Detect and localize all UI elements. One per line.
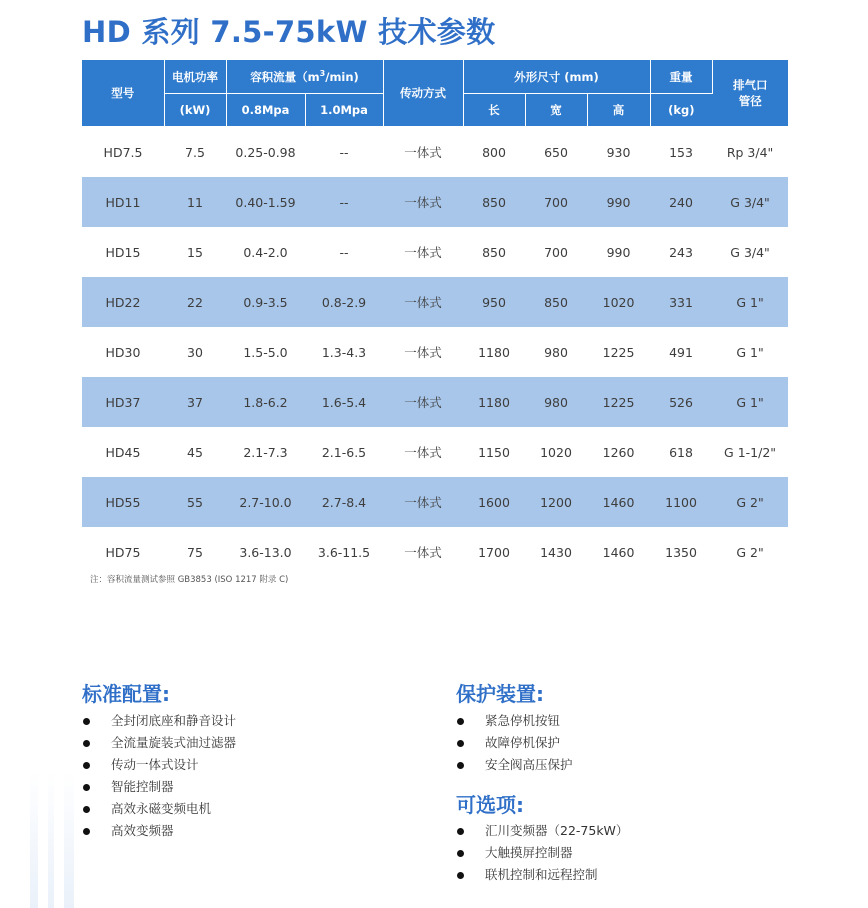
table-row bbox=[82, 527, 788, 577]
cell-flow-08: 0.25-0.98 bbox=[235, 144, 296, 160]
cell-width: 980 bbox=[525, 377, 587, 427]
table-row bbox=[82, 127, 788, 178]
table-row bbox=[82, 427, 788, 477]
cell-flow-08: 0.40-1.59 bbox=[226, 177, 305, 227]
optional-list bbox=[456, 820, 628, 886]
protection-title: 保护装置: bbox=[456, 682, 544, 706]
cell-width: 980 bbox=[544, 344, 568, 360]
list-item bbox=[456, 732, 573, 754]
cell-flow-10: 2.7-8.4 bbox=[305, 477, 383, 527]
cell-weight: 1100 bbox=[650, 477, 712, 527]
header-outlet-line2: 管径 bbox=[738, 94, 762, 108]
cell-model: HD37 bbox=[82, 377, 164, 427]
cell-length: 1700 bbox=[478, 544, 510, 560]
cell-outlet: G 2" bbox=[736, 544, 764, 560]
list-item-label: 高效变频器 bbox=[111, 823, 174, 838]
list-item-label: 大触摸屏控制器 bbox=[485, 845, 573, 860]
list-item-label: 紧急停机按钮 bbox=[485, 713, 561, 728]
list-item-label: 汇川变频器（22-75kW） bbox=[485, 823, 629, 838]
bullet-icon bbox=[83, 718, 90, 725]
header-model: 型号 bbox=[82, 60, 164, 127]
cell-model: HD75 bbox=[105, 544, 141, 560]
footnote: 注：容积流量测试参照 GB3853 (ISO 1217 附录 C) bbox=[90, 575, 289, 585]
cell-model: HD15 bbox=[105, 244, 141, 260]
cell-outlet: G 1-1/2" bbox=[724, 444, 777, 460]
header-weight-unit: (kg) bbox=[650, 94, 712, 127]
cell-flow-10: 0.8-2.9 bbox=[305, 277, 383, 327]
table-row bbox=[82, 177, 788, 227]
bullet-icon bbox=[457, 740, 464, 747]
cell-power: 75 bbox=[187, 544, 203, 560]
cell-model: HD22 bbox=[82, 277, 164, 327]
table-row bbox=[82, 277, 788, 327]
spec-table-body bbox=[82, 127, 788, 578]
list-item bbox=[82, 732, 236, 754]
cell-flow-08: 3.6-13.0 bbox=[239, 544, 292, 560]
cell-width: 1020 bbox=[540, 444, 572, 460]
header-height: 高 bbox=[587, 94, 650, 127]
cell-flow-10: 1.3-4.3 bbox=[321, 344, 367, 360]
cell-weight: 526 bbox=[650, 377, 712, 427]
list-item-label: 故障停机保护 bbox=[485, 735, 561, 750]
bullet-icon bbox=[83, 762, 90, 769]
standard-config-title: 标准配置: bbox=[82, 682, 170, 706]
bullet-icon bbox=[457, 850, 464, 857]
cell-outlet: G 2" bbox=[712, 477, 788, 527]
cell-height: 1225 bbox=[587, 377, 650, 427]
cell-length: 1150 bbox=[478, 444, 510, 460]
cell-outlet: G 3/4" bbox=[730, 244, 770, 260]
cell-model: HD45 bbox=[105, 444, 141, 460]
cell-drive: 一体式 bbox=[404, 145, 442, 160]
cell-power: 11 bbox=[164, 177, 226, 227]
cell-drive: 一体式 bbox=[404, 445, 442, 460]
cell-weight: 1350 bbox=[665, 544, 697, 560]
header-flow-tail: /min) bbox=[325, 69, 359, 84]
optional-title: 可选项: bbox=[456, 793, 524, 817]
bullet-icon bbox=[83, 784, 90, 791]
cell-flow-10: -- bbox=[339, 244, 349, 260]
list-item bbox=[82, 820, 236, 842]
cell-model: HD55 bbox=[82, 477, 164, 527]
list-item bbox=[456, 820, 628, 842]
list-item bbox=[456, 864, 628, 886]
spec-table bbox=[82, 60, 788, 577]
cell-width: 700 bbox=[525, 177, 587, 227]
cell-length: 950 bbox=[463, 277, 525, 327]
cell-weight: 618 bbox=[669, 444, 693, 460]
cell-length: 850 bbox=[482, 244, 506, 260]
bullet-icon bbox=[83, 828, 90, 835]
cell-length: 800 bbox=[482, 144, 506, 160]
cell-outlet: G 1" bbox=[736, 344, 764, 360]
cell-flow-08: 2.1-7.3 bbox=[243, 444, 288, 460]
cell-drive: 一体式 bbox=[383, 177, 463, 227]
bullet-icon bbox=[457, 762, 464, 769]
cell-length: 1180 bbox=[478, 344, 510, 360]
list-item-label: 安全阀高压保护 bbox=[485, 757, 573, 772]
cell-outlet: G 1" bbox=[712, 277, 788, 327]
bullet-icon bbox=[457, 872, 464, 879]
cell-height: 1225 bbox=[602, 344, 635, 360]
cell-power: 30 bbox=[187, 344, 203, 360]
cell-flow-10: -- bbox=[305, 177, 383, 227]
table-row bbox=[82, 477, 788, 527]
table-row bbox=[82, 327, 788, 377]
bullet-icon bbox=[457, 828, 464, 835]
list-item bbox=[456, 710, 573, 732]
list-item bbox=[456, 754, 573, 776]
header-motor-power-unit: (kW) bbox=[164, 94, 226, 127]
cell-model: HD7.5 bbox=[103, 144, 143, 160]
cell-flow-08: 2.7-10.0 bbox=[226, 477, 305, 527]
cell-flow-10: 2.1-6.5 bbox=[321, 444, 367, 460]
list-item bbox=[82, 798, 236, 820]
header-drive: 传动方式 bbox=[383, 60, 463, 127]
cell-weight: 153 bbox=[669, 144, 693, 160]
header-weight: 重量 bbox=[650, 60, 712, 94]
cell-drive: 一体式 bbox=[404, 545, 442, 560]
header-dimensions: 外形尺寸 (mm) bbox=[463, 60, 650, 94]
cell-height: 1460 bbox=[602, 544, 635, 560]
cell-width: 650 bbox=[544, 144, 568, 160]
cell-flow-10: 3.6-11.5 bbox=[317, 544, 371, 560]
list-item-label: 高效永磁变频电机 bbox=[111, 801, 212, 816]
list-item bbox=[82, 776, 236, 798]
cell-height: 1020 bbox=[587, 277, 650, 327]
cell-width: 1200 bbox=[525, 477, 587, 527]
header-flow bbox=[226, 60, 383, 94]
cell-weight: 491 bbox=[669, 344, 693, 360]
cell-weight: 240 bbox=[650, 177, 712, 227]
cell-flow-08: 0.9-3.5 bbox=[226, 277, 305, 327]
cell-width: 700 bbox=[544, 244, 568, 260]
cell-flow-08: 0.4-2.0 bbox=[243, 244, 288, 260]
cell-length: 1180 bbox=[463, 377, 525, 427]
cell-model: HD30 bbox=[105, 344, 141, 360]
cell-drive: 一体式 bbox=[404, 245, 442, 260]
cell-power: 55 bbox=[164, 477, 226, 527]
cell-drive: 一体式 bbox=[383, 277, 463, 327]
cell-flow-08: 1.5-5.0 bbox=[243, 344, 288, 360]
cell-drive: 一体式 bbox=[383, 377, 463, 427]
cell-weight: 331 bbox=[650, 277, 712, 327]
cell-length: 850 bbox=[463, 177, 525, 227]
cell-outlet: G 1" bbox=[712, 377, 788, 427]
cell-weight: 243 bbox=[669, 244, 693, 260]
header-flow-sup: 3 bbox=[319, 68, 326, 78]
list-item-label: 传动一体式设计 bbox=[111, 757, 199, 772]
cell-flow-10: 1.6-5.4 bbox=[305, 377, 383, 427]
protection-list bbox=[456, 710, 573, 776]
cell-drive: 一体式 bbox=[383, 477, 463, 527]
table-row bbox=[82, 227, 788, 277]
cell-power: 7.5 bbox=[185, 144, 205, 160]
spec-table-header bbox=[82, 60, 788, 127]
header-length: 长 bbox=[463, 94, 525, 127]
header-flow-10: 1.0Mpa bbox=[305, 94, 383, 127]
list-item bbox=[82, 710, 236, 732]
cell-height: 990 bbox=[587, 177, 650, 227]
table-row bbox=[82, 377, 788, 427]
header-flow-label: 容积流量（m bbox=[250, 69, 320, 84]
cell-power: 37 bbox=[164, 377, 226, 427]
header-width: 宽 bbox=[525, 94, 587, 127]
list-item-label: 全流量旋装式油过滤器 bbox=[111, 735, 237, 750]
cell-height: 930 bbox=[606, 144, 631, 160]
header-flow-08: 0.8Mpa bbox=[226, 94, 305, 127]
standard-config-list bbox=[82, 710, 236, 842]
bullet-icon bbox=[83, 806, 90, 813]
cell-height: 990 bbox=[606, 244, 631, 260]
cell-flow-08: 1.8-6.2 bbox=[226, 377, 305, 427]
cell-flow-10: -- bbox=[339, 144, 349, 160]
cell-height: 1260 bbox=[602, 444, 635, 460]
page-title: HD 系列 7.5-75kW 技术参数 bbox=[82, 15, 496, 49]
bullet-icon bbox=[457, 718, 464, 725]
list-item-label: 联机控制和远程控制 bbox=[485, 867, 598, 882]
cell-width: 1430 bbox=[540, 544, 572, 560]
cell-power: 15 bbox=[187, 244, 203, 260]
header-outlet bbox=[712, 60, 788, 127]
decorative-stripes bbox=[0, 770, 90, 908]
list-item bbox=[456, 842, 628, 864]
bullet-icon bbox=[83, 740, 90, 747]
cell-width: 850 bbox=[525, 277, 587, 327]
cell-height: 1460 bbox=[587, 477, 650, 527]
cell-outlet: Rp 3/4" bbox=[726, 144, 774, 160]
cell-outlet: G 3/4" bbox=[712, 177, 788, 227]
cell-power: 22 bbox=[164, 277, 226, 327]
cell-drive: 一体式 bbox=[404, 345, 442, 360]
cell-length: 1600 bbox=[463, 477, 525, 527]
header-motor-power: 电机功率 bbox=[164, 60, 226, 94]
list-item-label: 全封闭底座和静音设计 bbox=[111, 713, 237, 728]
cell-power: 45 bbox=[187, 444, 203, 460]
cell-model: HD11 bbox=[82, 177, 164, 227]
list-item bbox=[82, 754, 236, 776]
list-item-label: 智能控制器 bbox=[111, 779, 174, 794]
header-outlet-line1: 排气口 bbox=[733, 78, 768, 92]
